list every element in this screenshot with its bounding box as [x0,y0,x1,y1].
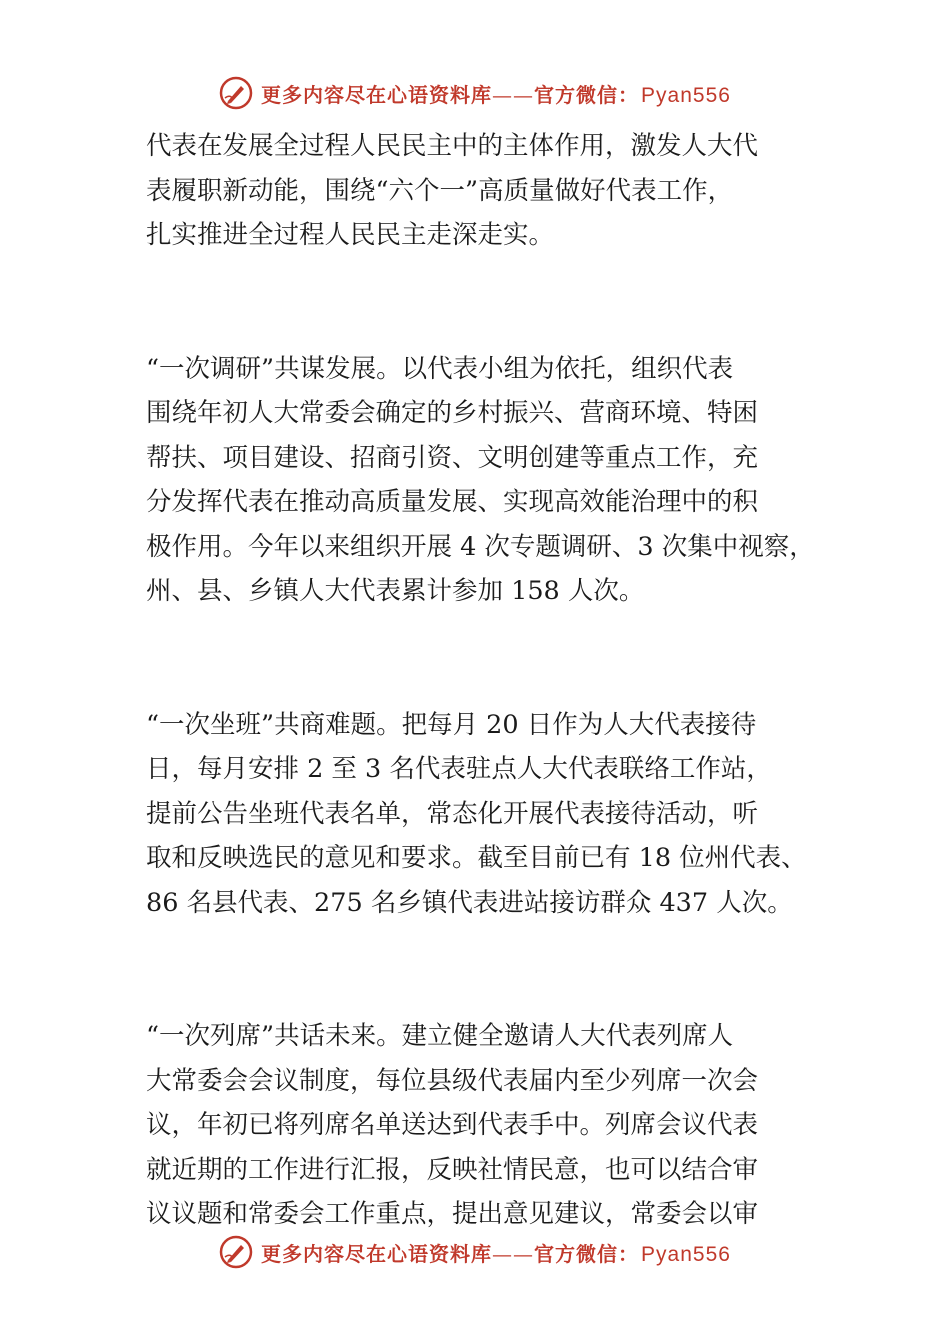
paragraph-gap [146,658,806,703]
text-line: 议议题和常委会工作重点，提出意见建议，常委会以审 [146,1199,759,1229]
footer-banner-title: 更多内容尽在心语资料库 [261,1241,493,1266]
text-line: 议，年初已将列席名单送达到代表手中。列席会议代表 [146,1110,759,1140]
text-line: 帮扶、项目建设、招商引资、文明创建等重点工作，充 [146,442,759,473]
text-line: 取和反映选民的意见和要求。截至目前已有 18 位州代表、 [146,843,807,873]
text-line: 提前公告坐班代表名单，常态化开展代表接待活动，听 [146,798,759,829]
paragraph [146,124,806,258]
paragraph-gap [146,970,806,1015]
footer-banner [0,1230,950,1274]
document-body [146,124,815,1237]
header-banner-label: 官方微信： [534,82,640,107]
header-banner-text [261,79,731,108]
text-line: 大常委会会议制度，每位县级代表届内至少列席一次会 [146,1065,759,1096]
header-banner-title: 更多内容尽在心语资料库 [261,82,493,107]
paragraph [146,703,806,926]
text-line: 分发挥代表在推动高质量发展、实现高效能治理中的积 [146,487,759,517]
text-line: 围绕年初人大常委会确定的乡村振兴、营商环境、特困 [146,398,759,428]
text-line: “一次坐班”共商难题。把每月 20 日作为人大代表接待 [146,709,757,740]
footer-banner-text [261,1238,731,1267]
footer-banner-wechat-id: Pyan556 [641,1242,731,1266]
text-line: 表履职新动能，围绕“六个一”高质量做好代表工作， [146,175,734,206]
paragraph-gap [146,302,806,347]
text-line: 86 名县代表、275 名乡镇代表进站接访群众 437 人次。 [146,887,793,918]
header-banner [0,71,950,115]
pen-logo-icon [219,1235,253,1269]
text-line: 扎实推进全过程人民民主走深走实。 [146,220,555,250]
header-banner-dash: —— [492,82,535,107]
paragraph-gap [146,925,806,970]
text-line: 代表在发展全过程人民民主中的主体作用，激发人大代 [146,131,759,161]
text-line: 就近期的工作进行汇报，反映社情民意，也可以结合审 [146,1154,759,1185]
text-line: 日，每月安排 2 至 3 名代表驻点人大代表联络工作站， [146,754,772,784]
text-line: 极作用。今年以来组织开展 4 次专题调研、3 次集中视察， [146,531,815,562]
text-line: 州、县、乡镇人大代表累计参加 158 人次。 [146,576,645,606]
paragraph [146,347,815,614]
text-line: “一次调研”共谋发展。以代表小组为依托，组织代表 [146,353,734,384]
footer-banner-label: 官方微信： [534,1241,640,1266]
paragraph-gap [146,258,806,303]
paragraph-gap [146,614,806,659]
text-line: “一次列席”共话未来。建立健全邀请人大代表列席人 [146,1021,734,1051]
paragraph [146,1014,806,1237]
footer-banner-dash: —— [492,1241,535,1266]
pen-logo-icon [219,76,253,110]
header-banner-wechat-id: Pyan556 [641,83,731,107]
